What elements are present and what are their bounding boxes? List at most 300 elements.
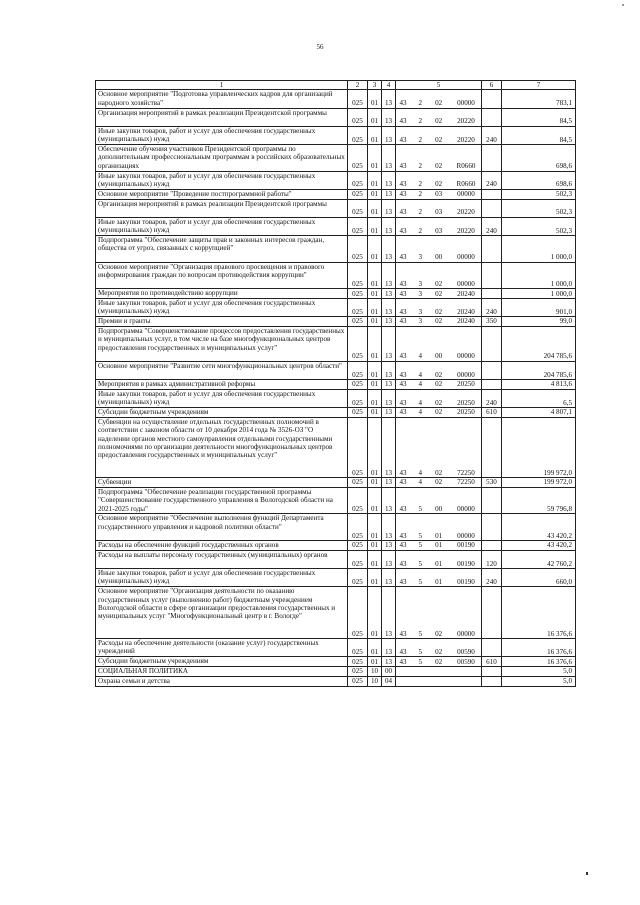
target-program: 43 (399, 307, 407, 316)
cell-name: Основное мероприятие "Организация деятельности по оказанию государственных услуг (выполнению работ) бюджетным учреждением Вологодской области в сфере организации предоставления государственных и муниципальных услуг "Многофункциональный центр в г. Вологде" (96, 587, 348, 639)
cell-name: Субвенции (96, 478, 348, 488)
target-measure: 01 (435, 559, 443, 568)
target-measure: 02 (435, 380, 443, 389)
cell-admin-code: 025 (348, 361, 368, 379)
cell-target-article (396, 541, 482, 551)
target-program: 43 (399, 398, 407, 407)
cell-target-article (396, 90, 482, 108)
table-row (96, 199, 576, 217)
cell-target-article (396, 389, 482, 407)
target-subprogram: 5 (418, 505, 423, 514)
target-subprogram: 2 (418, 190, 423, 199)
cell-section: 01 (368, 126, 382, 144)
table-row (96, 541, 576, 551)
cell-subsection: 13 (382, 289, 396, 299)
cell-expense-type (482, 144, 502, 171)
cell-subsection: 13 (382, 144, 396, 171)
cell-subsection: 13 (382, 298, 396, 316)
cell-subsection: 13 (382, 317, 396, 327)
target-direction: 00190 (457, 577, 475, 586)
cell-admin-code: 025 (348, 639, 368, 657)
cell-name: Основное мероприятие "Подготовка управленческих кадров для организаций народного хозяйства" (96, 90, 348, 108)
cell-admin-code: 025 (348, 235, 368, 262)
cell-section: 01 (368, 569, 382, 587)
cell-admin-code: 025 (348, 298, 368, 316)
cell-expense-type: 240 (482, 171, 502, 189)
cell-target-article (396, 289, 482, 299)
cell-section: 01 (368, 408, 382, 418)
cell-expense-type (482, 587, 502, 639)
cell-section: 01 (368, 90, 382, 108)
cell-subsection: 13 (382, 541, 396, 551)
target-direction: 00000 (457, 352, 475, 361)
cell-section: 01 (368, 326, 382, 361)
table-row (96, 408, 576, 418)
cell-target-article (396, 298, 482, 316)
cell-admin-code: 025 (348, 657, 368, 667)
cell-target-article (396, 126, 482, 144)
cell-admin-code: 025 (348, 541, 368, 551)
cell-admin-code: 025 (348, 478, 368, 488)
cell-section: 01 (368, 657, 382, 667)
cell-section: 01 (368, 171, 382, 189)
target-program: 43 (399, 162, 407, 171)
target-direction: 20220 (457, 117, 475, 126)
cell-subsection: 13 (382, 487, 396, 514)
target-direction: 00000 (457, 531, 475, 540)
target-direction: 20240 (457, 317, 475, 326)
cell-section: 01 (368, 541, 382, 551)
cell-target-article (396, 666, 482, 676)
cell-section: 01 (368, 587, 382, 639)
target-measure: 03 (435, 208, 443, 217)
target-measure: 02 (435, 657, 443, 666)
cell-target-article (396, 108, 482, 126)
target-program: 43 (399, 647, 407, 656)
cell-section: 01 (368, 514, 382, 541)
cell-name: Основное мероприятие "Развитие сети многофункциональных центров области" (96, 361, 348, 379)
cell-admin-code: 025 (348, 408, 368, 418)
page-number: 56 (316, 43, 324, 51)
cell-subsection: 13 (382, 550, 396, 568)
cell-admin-code: 025 (348, 199, 368, 217)
cell-target-article (396, 478, 482, 488)
cell-section: 01 (368, 217, 382, 235)
cell-target-article (396, 569, 482, 587)
target-subprogram: 3 (418, 289, 423, 298)
cell-section: 01 (368, 189, 382, 199)
cell-name: Основное мероприятие "Организация правового просвещения и правового информирования граждан по вопросам противодействия коррупции" (96, 262, 348, 289)
target-direction: 00000 (457, 253, 475, 262)
target-program: 43 (399, 135, 407, 144)
target-subprogram: 3 (418, 279, 423, 288)
target-program: 43 (399, 478, 407, 487)
cell-target-article (396, 199, 482, 217)
cell-target-article (396, 144, 482, 171)
cell-admin-code: 025 (348, 126, 368, 144)
cell-amount: 43 420,2 (502, 514, 576, 541)
cell-subsection: 13 (382, 262, 396, 289)
target-subprogram: 3 (418, 253, 423, 262)
cell-subsection: 13 (382, 408, 396, 418)
cell-target-article (396, 171, 482, 189)
cell-name: Иные закупки товаров, работ и услуг для обеспечения государственных (муниципальных) нужд (96, 126, 348, 144)
cell-expense-type: 240 (482, 569, 502, 587)
cell-admin-code: 025 (348, 380, 368, 390)
cell-expense-type: 120 (482, 550, 502, 568)
cell-target-article (396, 408, 482, 418)
target-subprogram: 4 (418, 408, 423, 417)
target-subprogram: 3 (418, 317, 423, 326)
target-subprogram: 2 (418, 117, 423, 126)
target-subprogram: 2 (418, 135, 423, 144)
cell-section: 01 (368, 144, 382, 171)
cell-name: Субсидии бюджетным учреждениям (96, 657, 348, 667)
cell-amount: 99,0 (502, 317, 576, 327)
target-program: 43 (399, 531, 407, 540)
target-measure: 02 (435, 117, 443, 126)
cell-name: Расходы на обеспечение деятельности (оказание услуг) государственных учреждений (96, 639, 348, 657)
cell-expense-type (482, 189, 502, 199)
cell-expense-type: 240 (482, 217, 502, 235)
cell-amount: 5,0 (502, 666, 576, 676)
cell-expense-type: 240 (482, 126, 502, 144)
cell-subsection: 00 (382, 666, 396, 676)
cell-target-article (396, 189, 482, 199)
target-measure: 02 (435, 307, 443, 316)
target-subprogram: 4 (418, 370, 423, 379)
header-col-5: 5 (396, 81, 482, 90)
cell-amount: 660,0 (502, 569, 576, 587)
cell-admin-code: 025 (348, 326, 368, 361)
cell-name: СОЦИАЛЬНАЯ ПОЛИТИКА (96, 666, 348, 676)
cell-subsection: 13 (382, 514, 396, 541)
target-program: 43 (399, 253, 407, 262)
target-program: 43 (399, 279, 407, 288)
corner-mark (622, 4, 624, 6)
cell-admin-code: 025 (348, 676, 368, 686)
header-col-6: 6 (482, 81, 502, 90)
target-measure: 02 (435, 478, 443, 487)
cell-expense-type (482, 380, 502, 390)
target-subprogram: 3 (418, 307, 423, 316)
target-program: 43 (399, 408, 407, 417)
cell-target-article (396, 514, 482, 541)
cell-admin-code: 025 (348, 108, 368, 126)
target-direction: 00000 (457, 190, 475, 199)
target-program: 43 (399, 180, 407, 189)
cell-amount: 16 376,6 (502, 639, 576, 657)
cell-amount: 901,0 (502, 298, 576, 316)
cell-expense-type: 350 (482, 317, 502, 327)
cell-subsection: 13 (382, 235, 396, 262)
cell-admin-code: 025 (348, 317, 368, 327)
cell-name: Иные закупки товаров, работ и услуг для обеспечения государственных (муниципальных) нужд (96, 298, 348, 316)
target-subprogram: 4 (418, 468, 423, 477)
cell-section: 01 (368, 639, 382, 657)
cell-name: Расходы на обеспечение функций государственных органов (96, 541, 348, 551)
cell-expense-type (482, 199, 502, 217)
cell-amount: 5,0 (502, 676, 576, 686)
target-subprogram: 5 (418, 541, 423, 550)
cell-subsection: 13 (382, 171, 396, 189)
target-measure: 02 (435, 135, 443, 144)
cell-amount: 4 807,1 (502, 408, 576, 418)
cell-amount: 502,3 (502, 189, 576, 199)
target-direction: 20240 (457, 289, 475, 298)
cell-name: Обеспечение обучения участников Президентской программы по дополнительным профессиональным программам в российских образовательных организациях (96, 144, 348, 171)
cell-target-article (396, 361, 482, 379)
cell-section: 10 (368, 676, 382, 686)
cell-admin-code: 025 (348, 569, 368, 587)
target-subprogram: 5 (418, 531, 423, 540)
cell-target-article (396, 235, 482, 262)
target-subprogram: 2 (418, 208, 423, 217)
table-row (96, 550, 576, 568)
cell-section: 01 (368, 550, 382, 568)
table-row (96, 235, 576, 262)
header-col-3: 3 (368, 81, 382, 90)
cell-amount: 1 000,0 (502, 262, 576, 289)
cell-amount: 698,6 (502, 144, 576, 171)
cell-target-article (396, 487, 482, 514)
cell-amount: 502,3 (502, 199, 576, 217)
cell-target-article (396, 550, 482, 568)
target-measure: 02 (435, 317, 443, 326)
cell-name: Основное мероприятие "Проведение постпрограммной работы" (96, 189, 348, 199)
target-direction: 00000 (457, 279, 475, 288)
cell-section: 01 (368, 389, 382, 407)
cell-expense-type (482, 90, 502, 108)
cell-expense-type (482, 326, 502, 361)
cell-subsection: 13 (382, 569, 396, 587)
cell-target-article (396, 657, 482, 667)
cell-expense-type (482, 289, 502, 299)
cell-name: Иные закупки товаров, работ и услуг для обеспечения государственных (муниципальных) нужд (96, 217, 348, 235)
target-subprogram: 5 (418, 647, 423, 656)
target-direction: 00000 (457, 629, 475, 638)
cell-target-article (396, 587, 482, 639)
header-col-7: 7 (502, 81, 576, 90)
table-row (96, 262, 576, 289)
cell-amount: 4 813,6 (502, 380, 576, 390)
cell-section: 01 (368, 317, 382, 327)
cell-expense-type (482, 417, 502, 477)
table-row (96, 478, 576, 488)
target-direction: 00590 (457, 657, 475, 666)
cell-section: 01 (368, 417, 382, 477)
target-program: 43 (399, 190, 407, 199)
cell-expense-type (482, 361, 502, 379)
cell-amount: 6,5 (502, 389, 576, 407)
cell-expense-type: 240 (482, 298, 502, 316)
cell-admin-code: 025 (348, 289, 368, 299)
target-program: 43 (399, 289, 407, 298)
table-row (96, 298, 576, 316)
cell-amount: 502,3 (502, 217, 576, 235)
header-col-2: 2 (348, 81, 368, 90)
cell-subsection: 13 (382, 361, 396, 379)
cell-expense-type (482, 235, 502, 262)
cell-amount: 199 972,0 (502, 478, 576, 488)
target-program: 43 (399, 505, 407, 514)
cell-expense-type: 530 (482, 478, 502, 488)
table-row (96, 514, 576, 541)
cell-expense-type (482, 676, 502, 686)
cell-expense-type (482, 262, 502, 289)
cell-subsection: 13 (382, 326, 396, 361)
target-subprogram: 2 (418, 99, 423, 108)
table-row (96, 90, 576, 108)
cell-admin-code: 025 (348, 514, 368, 541)
table-row (96, 657, 576, 667)
cell-admin-code: 025 (348, 389, 368, 407)
cell-admin-code: 025 (348, 417, 368, 477)
target-direction: 20220 (457, 208, 475, 217)
target-subprogram: 4 (418, 352, 423, 361)
target-subprogram: 4 (418, 398, 423, 407)
target-program: 43 (399, 629, 407, 638)
target-subprogram: 2 (418, 162, 423, 171)
target-measure: 02 (435, 289, 443, 298)
cell-subsection: 13 (382, 657, 396, 667)
cell-name: Подпрограмма "Обеспечение реализации государственной программы "Совершенствование государственного управления в Вологодской области на 2021-2025 годы" (96, 487, 348, 514)
cell-subsection: 13 (382, 639, 396, 657)
table-row (96, 569, 576, 587)
cell-expense-type (482, 541, 502, 551)
cell-section: 01 (368, 235, 382, 262)
target-program: 43 (399, 380, 407, 389)
table-row (96, 171, 576, 189)
table-row (96, 189, 576, 199)
cell-admin-code: 025 (348, 487, 368, 514)
target-measure: 02 (435, 647, 443, 656)
cell-subsection: 13 (382, 126, 396, 144)
target-program: 43 (399, 352, 407, 361)
target-direction: 00590 (457, 647, 475, 656)
cell-section: 10 (368, 666, 382, 676)
cell-name: Подпрограмма "Совершенствование процессов предоставления государственных и муниципальных услуг, в том числе на базе многофункциональных центров предоставления государственных и муниципальных услуг" (96, 326, 348, 361)
target-program: 43 (399, 559, 407, 568)
target-program: 43 (399, 99, 407, 108)
cell-expense-type: 610 (482, 657, 502, 667)
target-subprogram: 5 (418, 577, 423, 586)
target-direction: 20220 (457, 135, 475, 144)
cell-subsection: 13 (382, 417, 396, 477)
cell-section: 01 (368, 262, 382, 289)
cell-section: 01 (368, 199, 382, 217)
cell-name: Расходы на выплаты персоналу государственных (муниципальных) органов (96, 550, 348, 568)
target-program: 43 (399, 208, 407, 217)
table-row (96, 639, 576, 657)
cell-target-article (396, 676, 482, 686)
table-row (96, 676, 576, 686)
target-measure: 02 (435, 468, 443, 477)
cell-name: Мероприятия по противодействию коррупции (96, 289, 348, 299)
target-measure: 02 (435, 180, 443, 189)
target-direction: 20240 (457, 307, 475, 316)
table-row (96, 380, 576, 390)
table-row (96, 217, 576, 235)
cell-subsection: 13 (382, 108, 396, 126)
target-program: 43 (399, 317, 407, 326)
cell-name: Иные закупки товаров, работ и услуг для обеспечения государственных (муниципальных) нужд (96, 171, 348, 189)
target-measure: 02 (435, 629, 443, 638)
table-row (96, 389, 576, 407)
cell-section: 01 (368, 361, 382, 379)
table-row (96, 108, 576, 126)
cell-target-article (396, 639, 482, 657)
cell-amount: 84,5 (502, 108, 576, 126)
table-row (96, 317, 576, 327)
table-body (96, 81, 576, 687)
table-row (96, 144, 576, 171)
target-subprogram: 5 (418, 657, 423, 666)
cell-admin-code: 025 (348, 90, 368, 108)
cell-amount: 204 785,6 (502, 326, 576, 361)
cell-expense-type (482, 666, 502, 676)
target-direction: 00000 (457, 370, 475, 379)
cell-subsection: 13 (382, 217, 396, 235)
cell-amount: 783,1 (502, 90, 576, 108)
target-direction: 20250 (457, 408, 475, 417)
cell-section: 01 (368, 478, 382, 488)
cell-name: Основное мероприятие "Обеспечение выполнения функций Департамента государственного управления и кадровой политики области" (96, 514, 348, 541)
target-direction: 72250 (457, 468, 475, 477)
cell-admin-code: 025 (348, 587, 368, 639)
table-row (96, 126, 576, 144)
target-measure: 02 (435, 408, 443, 417)
cell-target-article (396, 262, 482, 289)
cell-expense-type (482, 108, 502, 126)
scan-mark (586, 872, 588, 875)
table-row (96, 326, 576, 361)
cell-target-article (396, 417, 482, 477)
target-measure: 01 (435, 531, 443, 540)
cell-admin-code: 025 (348, 666, 368, 676)
cell-target-article (396, 380, 482, 390)
target-measure: 03 (435, 190, 443, 199)
cell-name: Подпрограмма "Обеспечение защиты прав и законных интересов граждан, общества от угроз, связанных с коррупцией" (96, 235, 348, 262)
cell-subsection: 13 (382, 389, 396, 407)
cell-subsection: 13 (382, 587, 396, 639)
cell-name: Субвенции на осуществление отдельных государственных полномочий в соответствии с законом области от 10 декабря 2014 года № 3526-ОЗ "О наделении органов местного самоуправления отдельными государственными полномочиями по организации деятельности многофункциональных центров предоставления государственных и муниципальных услуг" (96, 417, 348, 477)
table-row (96, 417, 576, 477)
cell-name: Мероприятия в рамках административной реформы (96, 380, 348, 390)
target-direction: 00190 (457, 559, 475, 568)
cell-name: Субсидии бюджетным учреждениям (96, 408, 348, 418)
cell-target-article (396, 317, 482, 327)
table-row (96, 289, 576, 299)
cell-admin-code: 025 (348, 217, 368, 235)
cell-name: Иные закупки товаров, работ и услуг для обеспечения государственных (муниципальных) нужд (96, 569, 348, 587)
target-program: 43 (399, 117, 407, 126)
cell-section: 01 (368, 289, 382, 299)
cell-amount: 16 376,6 (502, 657, 576, 667)
target-subprogram: 5 (418, 629, 423, 638)
target-direction: 00000 (457, 99, 475, 108)
target-measure: 02 (435, 162, 443, 171)
header-col-1: 1 (96, 81, 348, 90)
cell-amount: 84,5 (502, 126, 576, 144)
cell-amount: 199 972,0 (502, 417, 576, 477)
cell-subsection: 13 (382, 90, 396, 108)
target-program: 43 (399, 226, 407, 235)
target-subprogram: 4 (418, 380, 423, 389)
target-measure: 03 (435, 226, 443, 235)
cell-section: 01 (368, 298, 382, 316)
cell-name: Премии и гранты (96, 317, 348, 327)
